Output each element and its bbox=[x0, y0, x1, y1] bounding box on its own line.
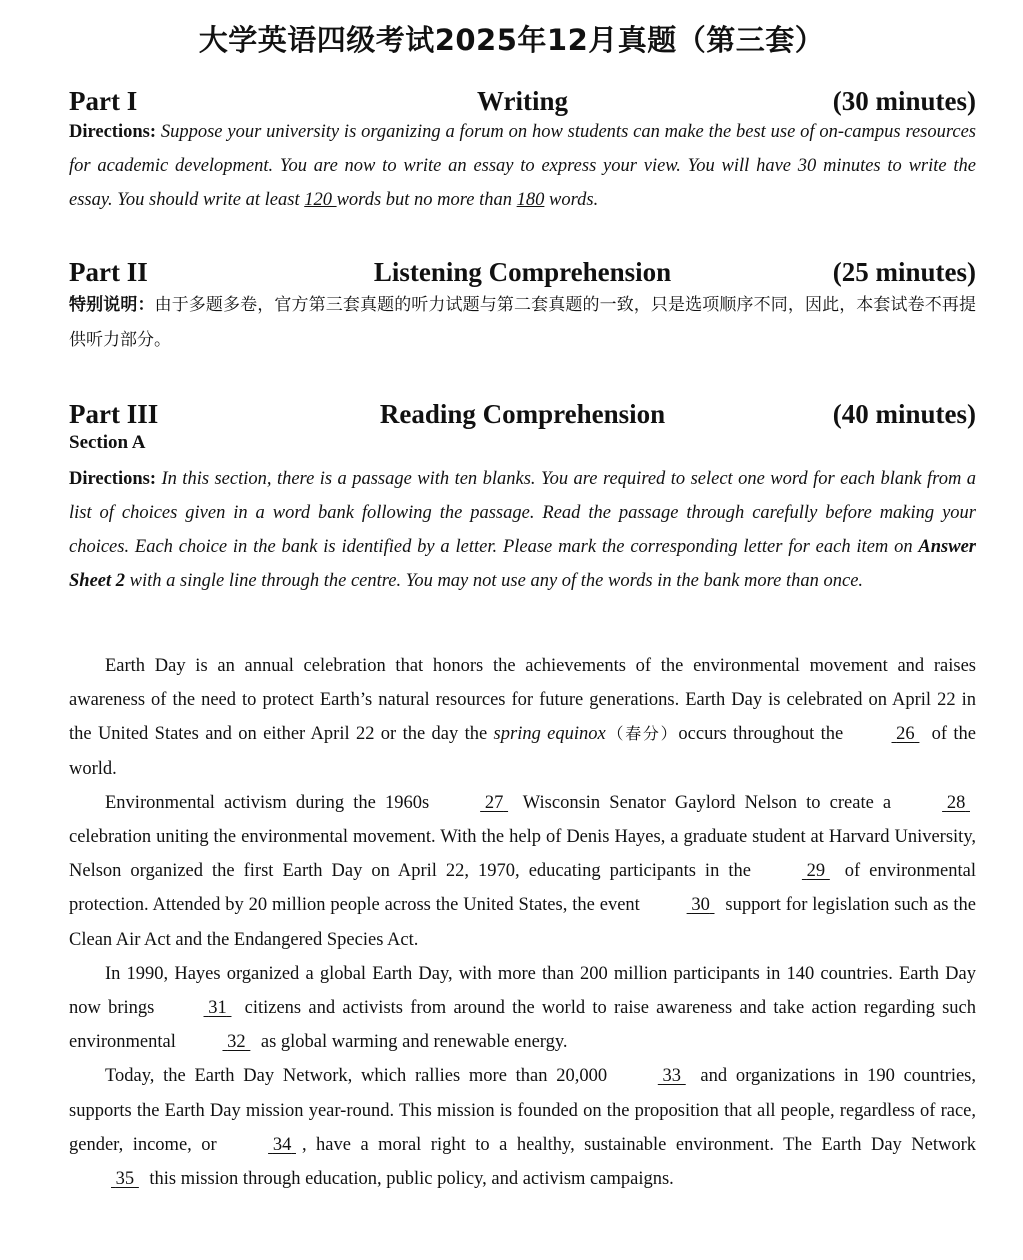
passage-text: this mission through education, public policy, and activism campaigns. bbox=[144, 1169, 674, 1190]
part1-directions-label: Directions: bbox=[69, 122, 156, 142]
answer-sheet-ref: Answer Sheet 2 bbox=[69, 537, 976, 591]
passage-paragraph-4 bbox=[69, 1059, 976, 1196]
part3-directions-text-a: In this section, there is a passage with ten blanks. You are required to select one word for each blank from a list of choices given in a word bank following the passage. Read the passage through carefully before making your choices. Each choice in the bank is identified by a letter. Please mark the corresponding letter for each item on bbox=[69, 469, 977, 557]
passage-text: of the world. bbox=[69, 724, 976, 779]
passage-text: as global warming and renewable energy. bbox=[256, 1032, 568, 1053]
blank-35: 35 bbox=[115, 1169, 135, 1190]
part2-note-label: 特别说明： bbox=[69, 295, 155, 315]
part3-directions bbox=[69, 462, 976, 598]
passage-text: and organizations in 190 countries, supports the Earth Day mission year-round. This mission is founded on the proposition that all people, regardless of race, gender, income, or bbox=[69, 1066, 977, 1155]
passage-text: citizens and activists from around the world to raise awareness and take action regarding such environmental bbox=[69, 998, 976, 1053]
blank-32: 32 bbox=[227, 1032, 246, 1053]
blank-27: 27 bbox=[484, 792, 504, 813]
part1-directions bbox=[69, 115, 976, 217]
part2-note bbox=[69, 288, 976, 358]
spring-equinox-term: spring equinox bbox=[493, 724, 606, 745]
passage-text: Today, the Earth Day Network, which rallies more than 20,000 bbox=[105, 1066, 616, 1087]
max-words: 180 bbox=[516, 190, 545, 210]
part2-name: Listening Comprehension bbox=[373, 257, 672, 287]
part1-directions-text-b: words but no more than bbox=[336, 190, 517, 210]
passage-paragraph-1 bbox=[69, 649, 976, 786]
blank-33: 33 bbox=[662, 1066, 682, 1087]
min-words: 120 bbox=[304, 190, 337, 210]
blank-34: 34 bbox=[272, 1134, 292, 1155]
passage-text: of environmental protection. Attended by 20 million people across the United States, the event bbox=[69, 861, 976, 916]
part1-directions-text-a: Suppose your university is organizing a forum on how students can make the best use of on-campus resources for academic development. You are now to write an essay to express your view. You will have 30 minutes to write the essay. You should write at least bbox=[69, 122, 976, 210]
part3-directions-label: Directions: bbox=[69, 469, 156, 489]
part3-header bbox=[69, 399, 976, 433]
blank-30: 30 bbox=[691, 895, 710, 916]
passage-paragraph-2 bbox=[69, 786, 976, 957]
passage-text: Earth Day is an annual celebration that honors the achievements of the environmental movement and raises awareness of the need to protect Earth’s natural resources for future generations. Earth Day is celebrated on April 22 in the United States and on either April 22 or the day the bbox=[69, 656, 976, 745]
passage-text: Environmental activism during the 1960s bbox=[105, 792, 439, 813]
passage-text: support for legislation such as the Clean Air Act and the Endangered Species Act. bbox=[69, 895, 976, 950]
blank-29: 29 bbox=[806, 861, 826, 882]
part1-name: Writing bbox=[476, 86, 568, 116]
part1-time: (30 minutes) bbox=[832, 86, 976, 116]
part3-name: Reading Comprehension bbox=[379, 399, 666, 429]
part3-time: (40 minutes) bbox=[832, 399, 976, 429]
blank-26: 26 bbox=[896, 724, 915, 745]
passage-paragraph-3 bbox=[69, 957, 976, 1060]
passage-text: , have a moral right to a healthy, sustainable environment. The Earth Day Network bbox=[301, 1134, 976, 1155]
passage-text: celebration uniting the environmental movement. With the help of Denis Hayes, a graduate student at Harvard University, Nelson organized the first Earth Day on April 22, 1970, educating participants in the bbox=[69, 827, 976, 882]
passage-text: occurs throughout the bbox=[678, 724, 850, 745]
section-a-label: Section A bbox=[69, 432, 146, 453]
blank-28: 28 bbox=[946, 792, 966, 813]
part1-directions-text-c: words. bbox=[544, 190, 599, 210]
part3-directions-text-b: with a single line through the centre. You may not use any of the words in the bank more than once. bbox=[125, 571, 864, 591]
part2-label: Part II bbox=[69, 257, 148, 287]
passage bbox=[69, 649, 976, 1196]
part3-label: Part III bbox=[69, 399, 159, 429]
part1-label: Part I bbox=[69, 86, 138, 116]
passage-text: Wisconsin Senator Gaylord Nelson to create a bbox=[514, 792, 901, 813]
part2-header bbox=[69, 257, 976, 291]
part2-time: (25 minutes) bbox=[832, 257, 976, 287]
passage-text: In 1990, Hayes organized a global Earth Day, with more than 200 million participants in 140 countries. Earth Day now brings bbox=[69, 963, 976, 1019]
exam-title: 大学英语四级考试2025年12月真题（第三套） bbox=[198, 23, 825, 57]
blank-31: 31 bbox=[208, 998, 227, 1019]
spring-equinox-cn: （春分） bbox=[605, 724, 679, 744]
part2-note-text: 由于多题多卷，官方第三套真题的听力试题与第二套真题的一致，只是选项顺序不同，因此，本套试卷不再提供听力部分。 bbox=[69, 295, 976, 350]
